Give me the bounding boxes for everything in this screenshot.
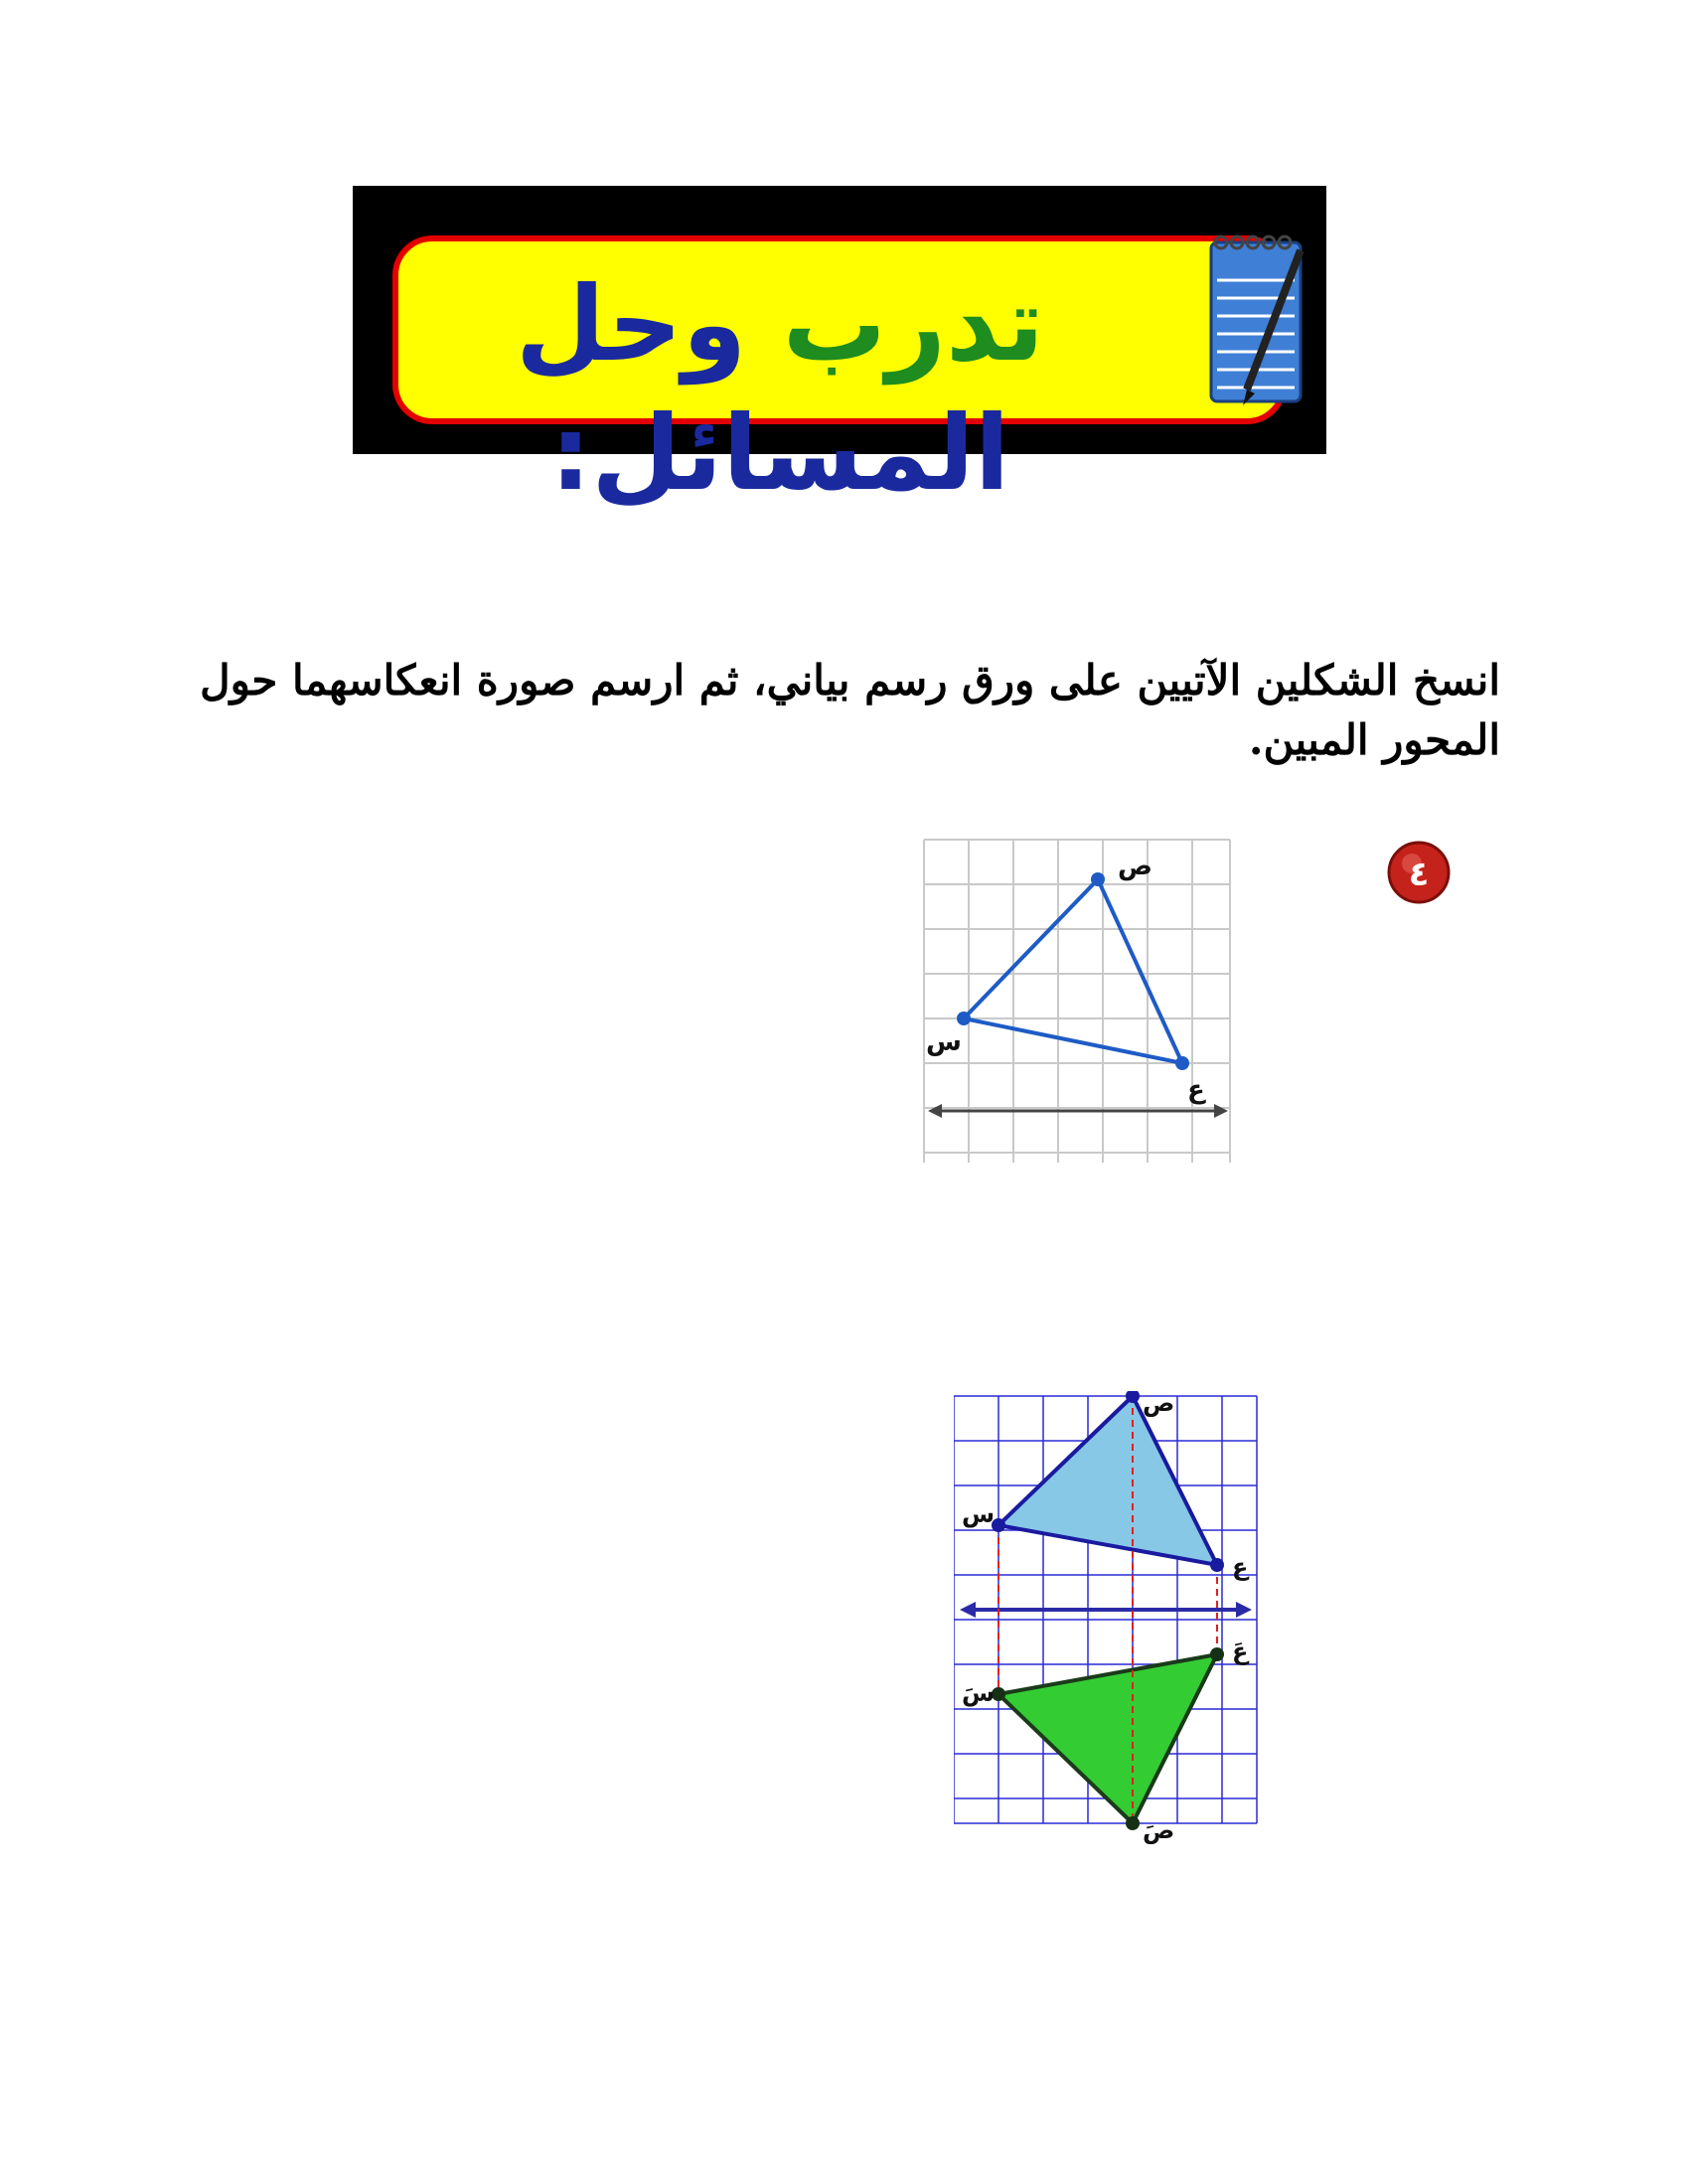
banner-title-solve: وحل المسائل: <box>515 263 1010 514</box>
vertex-label-a: ع <box>1187 1075 1205 1105</box>
vertex-label-s: س <box>926 1027 962 1057</box>
reflection-solution-figure <box>954 1391 1272 1848</box>
instruction-text: انسخ الشكلين الآتيين على ورق رسم بياني، ثم ارسم صورة انعكاسهما حول المحور المبين. <box>200 656 1500 764</box>
section-banner <box>353 186 1326 514</box>
vertex-label-a-prime: عَ <box>1232 1638 1249 1665</box>
vertex-label-p-prime: صَ <box>1143 1816 1175 1844</box>
vertex-label-p: ص <box>1143 1391 1175 1417</box>
vertex-label-p: ص <box>1118 852 1152 881</box>
notepad-pencil-icon <box>1197 221 1316 409</box>
banner-title-practice: تدرب <box>782 263 1045 385</box>
vertex-label-s: س <box>962 1500 996 1528</box>
banner-yellow-panel <box>392 235 1287 514</box>
vertex-label-s-prime: سَ <box>962 1679 996 1707</box>
vertex-label-a: ع <box>1232 1553 1249 1581</box>
problem-number-badge <box>1386 840 1452 905</box>
original-triangle-figure <box>914 830 1242 1168</box>
problem-number: ٤ <box>1408 855 1430 894</box>
banner-title <box>398 259 1161 518</box>
